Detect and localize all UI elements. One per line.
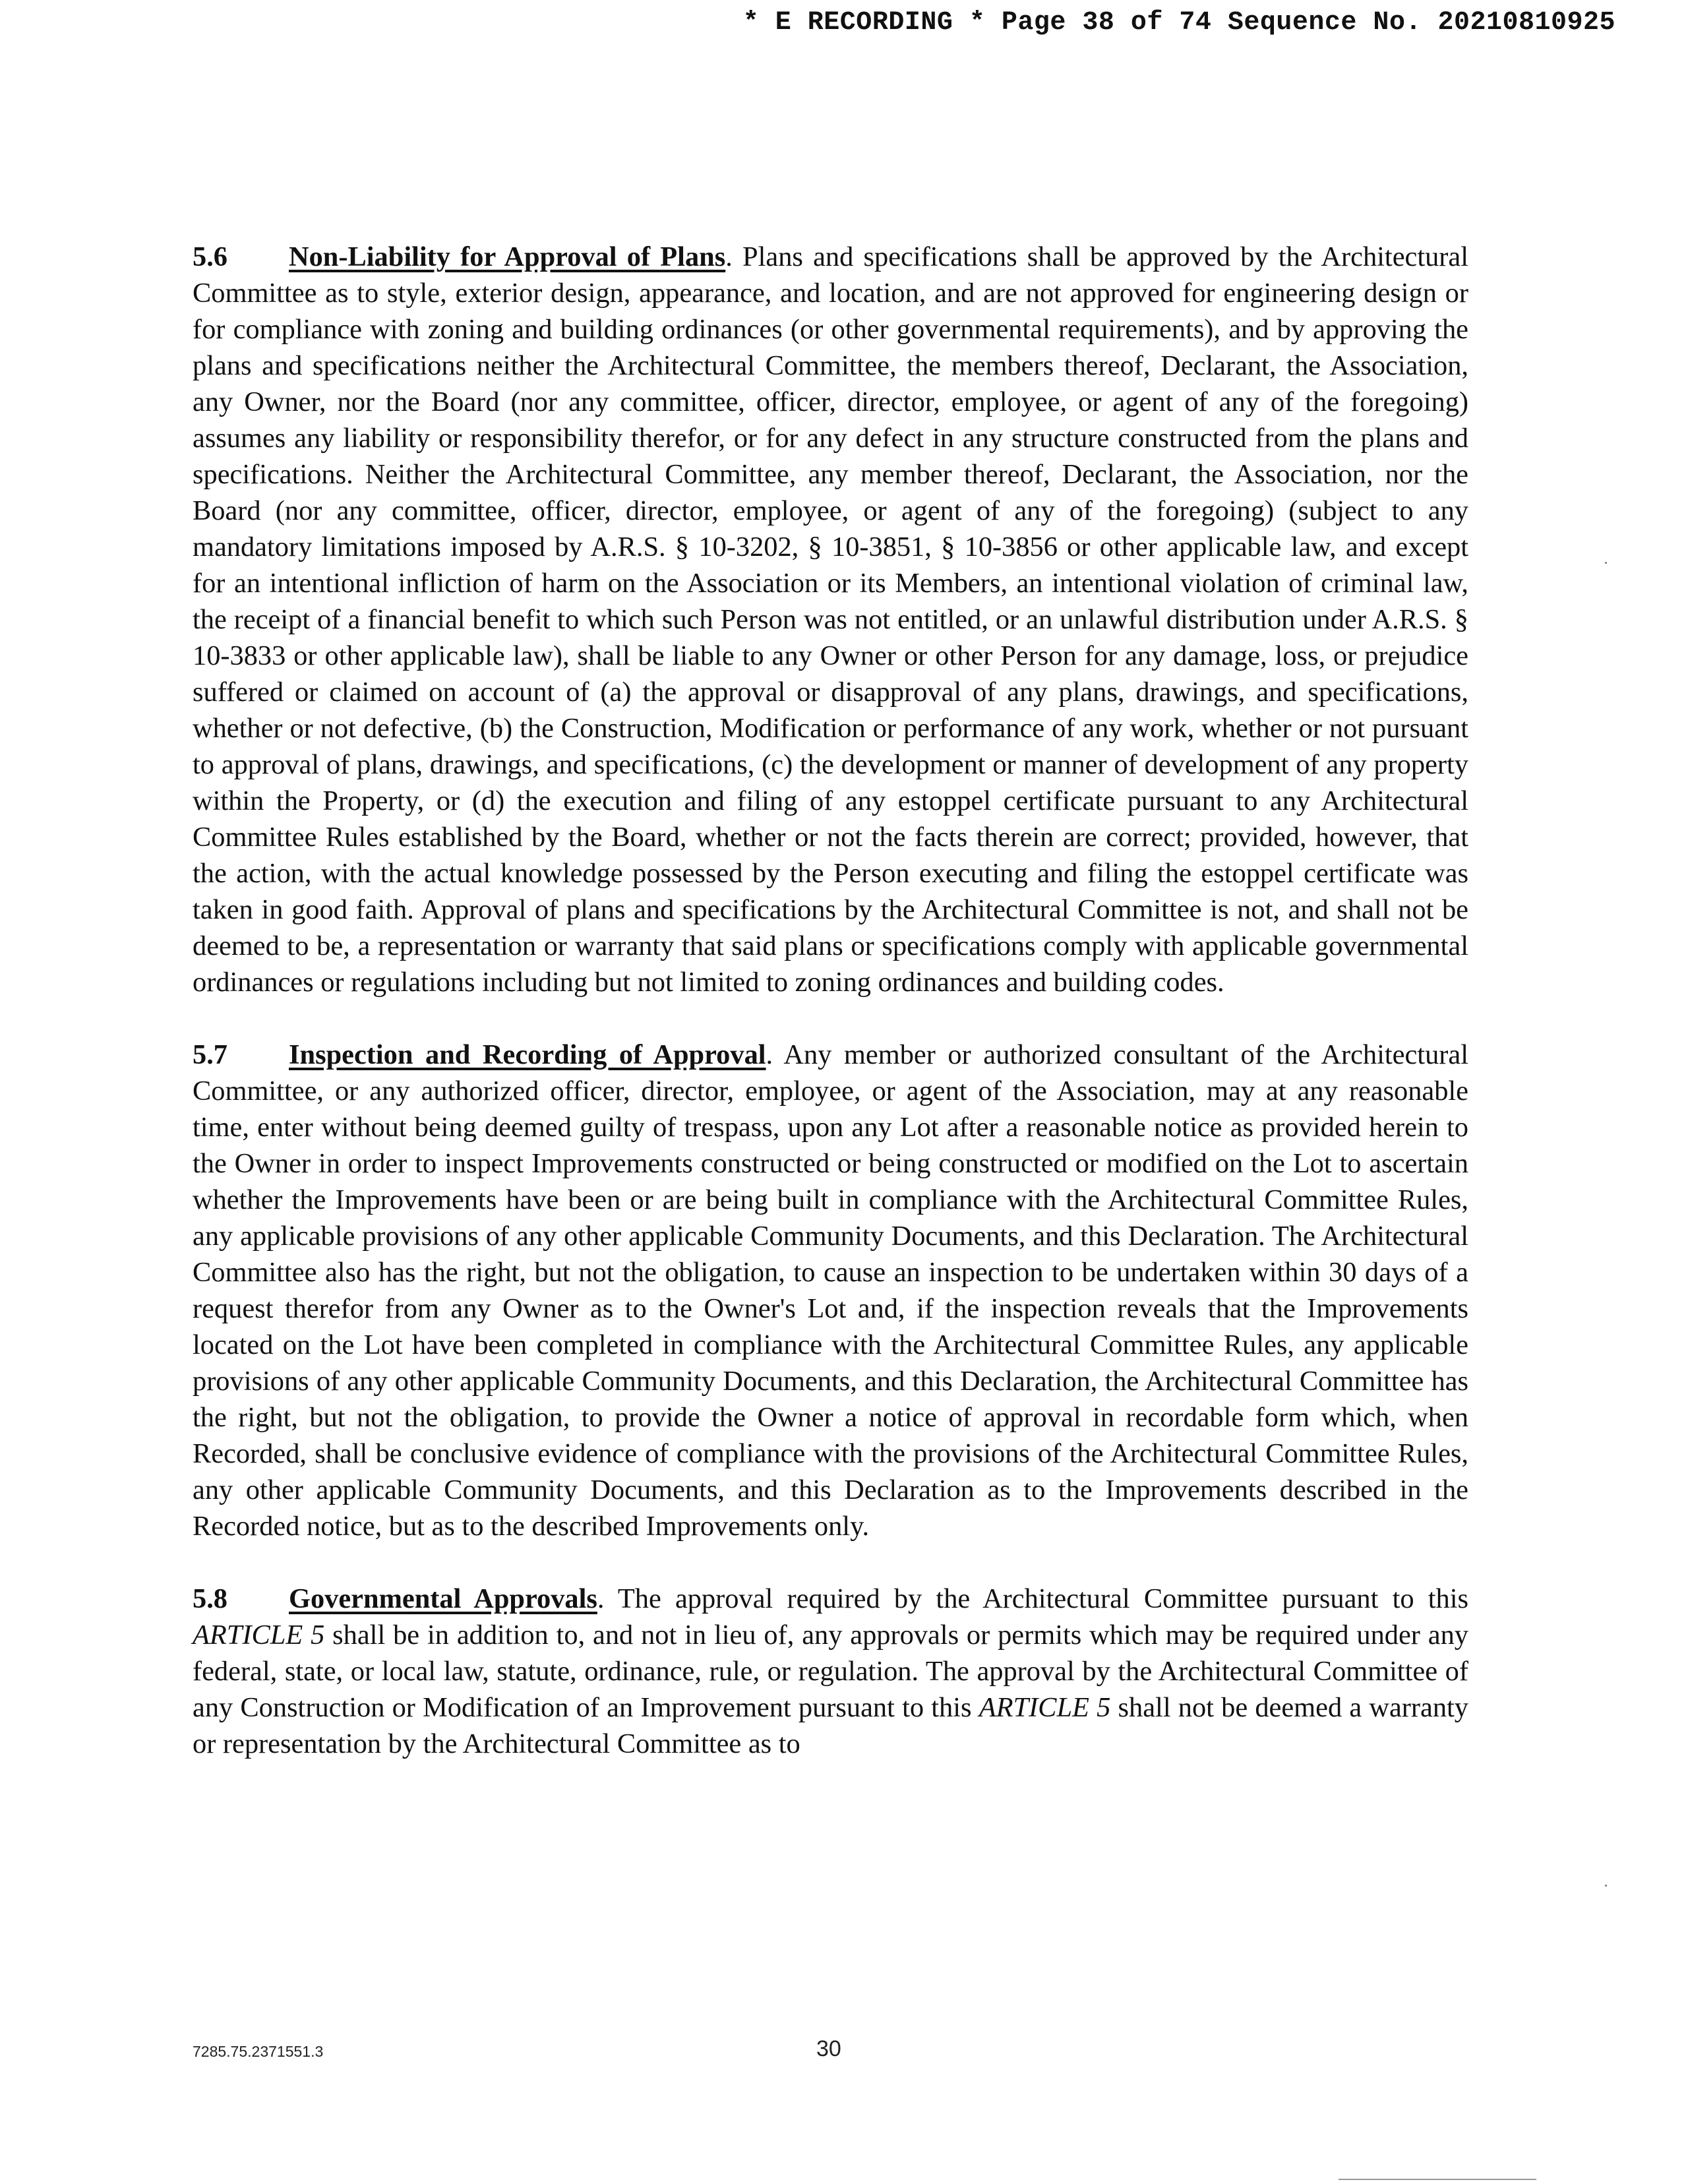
section-body: Plans and specifications shall be approved by the Architectural Committee as to style, exterior design, appearance, and location, and are not approved for engineering design or for compliance with zoning and building ordinances (or other governmental requirements), and by approving the plans and specifications neither the Architectural Committee, the members thereof, Declarant, the Association, any Owner, nor the Board (nor any committee, officer, director, employee, or agent of any of the foregoing) assumes any liability or responsibility therefor, or for any defect in any structure constructed from the plans and specifications. Neither the Architectural Committee, any member thereof, Declarant, the Association, nor the Board (nor any committee, officer, director, employee, or agent of any of the foregoing) (subject to any mandatory limitations imposed by A.R.S. § 10-3202, § 10-3851, § 10-3856 or other applicable law, and except for an intentional infliction of harm on the Association or its Members, an intentional violation of criminal law, the receipt of a financial benefit to which such Person was not entitled, or an unlawful distribution under A.R.S. § 10-3833 or other applicable law), shall be liable to any Owner or other Person for any damage, loss, or prejudice suffered or claimed on account of (a) the approval or disapproval of any plans, drawings, and specifications, whether or not defective, (b) the Construction, Modification or performance of any work, whether or not pursuant to approval of plans, drawings, and specifications, (c) the development or manner of development of any property within the Property, or (d) the execution and filing of any estoppel certificate pursuant to any Architectural Committee Rules established by the Board, whether or not the facts therein are correct; provided, however, that the action, with the actual knowledge possessed by the Person executing and filing the estoppel certificate was taken in good faith. Approval of plans and specifications by the Architectural Committee is not, and shall not be deemed to be, a representation or warranty that said plans or specifications comply with applicable governmental ordinances or regulations including but not limited to zoning ordinances and building codes. <box>193 241 1469 998</box>
document-body <box>193 239 1468 1762</box>
scan-edge-line <box>1339 2179 1536 2180</box>
section-body-part: shall not be deemed a warranty or representation by the Architectural Committee as to <box>193 1692 1469 1759</box>
article-reference: ARTICLE 5 <box>979 1692 1111 1723</box>
section-heading: Governmental Approvals <box>289 1583 597 1614</box>
section-5-7: 5.7 Inspection and Recording of Approval. Any member or authorized consultant of the Architectural Committee, or any authorized officer, director, employee, or agent of the Association, may at any reasonable time, enter without being deemed guilty of trespass, upon any Lot after a reasonable notice as provided herein to the Owner in order to inspect Improvements constructed or being constructed or modified on the Lot to ascertain whether the Improvements have been or are being built in compliance with the Architectural Committee Rules, any applicable provisions of any other applicable Community Documents, and this Declaration. The Architectural Committee also has the right, but not the obligation, to cause an inspection to be undertaken within 30 days of a request therefor from any Owner as to the Owner's Lot and, if the inspection reveals that the Improvements located on the Lot have been completed in compliance with the Architectural Committee Rules, any applicable provisions of any other applicable Community Documents, and this Declaration, the Architectural Committee has the right, but not the obligation, to provide the Owner a notice of approval in recordable form which, when Recorded, shall be conclusive evidence of compliance with the provisions of the Architectural Committee Rules, any other applicable Community Documents, and this Declaration as to the Improvements described in the Recorded notice, but as to the described Improvements only. <box>193 1037 1468 1544</box>
section-body-part: The approval required by the Architectural Committee pursuant to this <box>617 1583 1468 1614</box>
recording-stamp: * E RECORDING * Page 38 of 74 Sequence No. 20210810925 <box>742 8 1615 38</box>
section-body: Any member or authorized consultant of the Architectural Committee, or any authorized officer, director, employee, or agent of the Association, may at any reasonable time, enter without being deemed guilty of trespass, upon any Lot after a reasonable notice as provided herein to the Owner in order to inspect Improvements constructed or being constructed or modified on the Lot to ascertain whether the Improvements have been or are being built in compliance with the Architectural Committee Rules, any applicable provisions of any other applicable Community Documents, and this Declaration. The Architectural Committee also has the right, but not the obligation, to cause an inspection to be undertaken within 30 days of a request therefor from any Owner as to the Owner's Lot and, if the inspection reveals that the Improvements located on the Lot have been completed in compliance with the Architectural Committee Rules, any applicable provisions of any other applicable Community Documents, and this Declaration, the Architectural Committee has the right, but not the obligation, to provide the Owner a notice of approval in recordable form which, when Recorded, shall be conclusive evidence of compliance with the provisions of the Architectural Committee Rules, any other applicable Community Documents, and this Declaration as to the Improvements described in the Recorded notice, but as to the described Improvements only. <box>193 1039 1468 1542</box>
document-id: 7285.75.2371551.3 <box>193 2043 324 2060</box>
section-5-8: 5.8 Governmental Approvals. The approval required by the Architectural Committee pursuant to this ARTICLE 5 shall be in addition to, and not in lieu of, any approvals or permits which may be required under any federal, state, or local law, statute, ordinance, rule, or regulation. The approval by the Architectural Committee of any Construction or Modification of an Improvement pursuant to this ARTICLE 5 shall not be deemed a warranty or representation by the Architectural Committee as to <box>193 1581 1468 1762</box>
section-number: 5.8 <box>193 1583 227 1614</box>
section-number: 5.6 <box>193 241 227 272</box>
section-heading: Non-Liability for Approval of Plans <box>289 241 726 272</box>
section-number: 5.7 <box>193 1039 227 1070</box>
scan-speck <box>1605 562 1607 564</box>
scan-speck <box>1605 1885 1607 1887</box>
section-body-part: shall be in addition to, and not in lieu of, any approvals or permits which may be required under any federal, state, or local law, statute, ordinance, rule, or regulation. The approval by the Architectural Committee of any Construction or Modification of an Improvement pursuant to this <box>193 1620 1468 1723</box>
page-number: 30 <box>816 2036 841 2061</box>
article-reference: ARTICLE 5 <box>193 1620 325 1651</box>
section-heading: Inspection and Recording of Approval <box>289 1039 766 1070</box>
section-5-6: 5.6 Non-Liability for Approval of Plans. Plans and specifications shall be approved by the Architectural Committee as to style, exterior design, appearance, and location, and are not approved for engineering design or for compliance with zoning and building ordinances (or other governmental requirements), and by approving the plans and specifications neither the Architectural Committee, the members thereof, Declarant, the Association, any Owner, nor the Board (nor any committee, officer, director, employee, or agent of any of the foregoing) assumes any liability or responsibility therefor, or for any defect in any structure constructed from the plans and specifications. Neither the Architectural Committee, any member thereof, Declarant, the Association, nor the Board (nor any committee, officer, director, employee, or agent of any of the foregoing) (subject to any mandatory limitations imposed by A.R.S. § 10-3202, § 10-3851, § 10-3856 or other applicable law, and except for an intentional infliction of harm on the Association or its Members, an intentional violation of criminal law, the receipt of a financial benefit to which such Person was not entitled, or an unlawful distribution under A.R.S. § 10-3833 or other applicable law), shall be liable to any Owner or other Person for any damage, loss, or prejudice suffered or claimed on account of (a) the approval or disapproval of any plans, drawings, and specifications, whether or not defective, (b) the Construction, Modification or performance of any work, whether or not pursuant to approval of plans, drawings, and specifications, (c) the development or manner of development of any property within the Property, or (d) the execution and filing of any estoppel certificate pursuant to any Architectural Committee Rules established by the Board, whether or not the facts therein are correct; provided, however, that the action, with the actual knowledge possessed by the Person executing and filing the estoppel certificate was taken in good faith. Approval of plans and specifications by the Architectural Committee is not, and shall not be deemed to be, a representation or warranty that said plans or specifications comply with applicable governmental ordinances or regulations including but not limited to zoning ordinances and building codes. <box>193 239 1468 1000</box>
